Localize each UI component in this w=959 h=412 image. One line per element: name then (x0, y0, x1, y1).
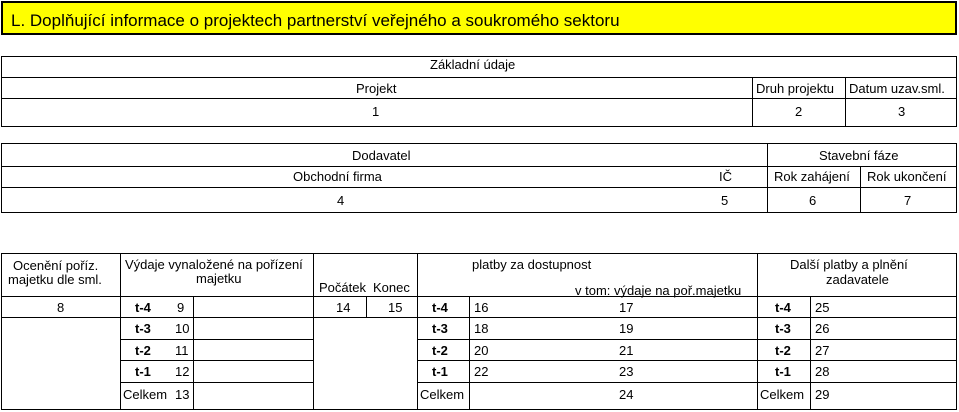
divider (418, 360, 956, 361)
col-number: 7 (904, 193, 912, 208)
divider (121, 317, 956, 318)
col-number: 14 (336, 300, 351, 315)
row-label: t-3 (432, 321, 448, 336)
divider (752, 77, 753, 126)
col-number: 5 (721, 193, 729, 208)
vydaje-label-line1: Výdaje vynaložené na pořízení (125, 257, 303, 272)
divider (2, 98, 956, 99)
dalsi-platby-line1: Další platby a plnění (790, 257, 908, 272)
row-number: 17 (619, 300, 634, 315)
ic-label: IČ (719, 169, 732, 184)
row-number: 24 (619, 387, 634, 402)
title-bar (1, 1, 957, 35)
row-label: t-3 (775, 321, 791, 336)
divider (417, 254, 418, 409)
row-number: 26 (815, 321, 830, 336)
row-number: 29 (815, 387, 830, 402)
divider (121, 382, 313, 383)
divider (2, 187, 956, 188)
row-number: 9 (177, 300, 185, 315)
row-number: 28 (815, 364, 830, 379)
divider (2, 77, 956, 78)
row-label: t-1 (432, 364, 448, 379)
divider (366, 296, 367, 317)
dalsi-platby-line2: zadavatele (826, 272, 889, 287)
divider (418, 339, 956, 340)
row-number: 27 (815, 343, 830, 358)
konec-label: Konec (373, 280, 410, 295)
col-number: 8 (57, 300, 65, 315)
row-number: 11 (175, 343, 189, 358)
platby-label: platby za dostupnost (472, 257, 592, 272)
v-tom-label: v tom: výdaje na poř.majetku (575, 283, 742, 298)
rok-ukonceni-label: Rok ukončení (867, 169, 947, 184)
row-label: t-4 (432, 300, 448, 315)
basic-info-header: Základní údaje (430, 57, 516, 72)
divider (193, 296, 194, 409)
col-number: 1 (372, 104, 380, 119)
row-label: t-3 (135, 321, 151, 336)
rok-zahajeni-label: Rok zahájení (774, 169, 850, 184)
obchodni-firma-label: Obchodní firma (293, 169, 382, 184)
divider (810, 296, 811, 409)
divider (845, 77, 846, 126)
row-label: t-2 (775, 343, 791, 358)
row-number: 22 (474, 364, 489, 379)
row-label: t-1 (775, 364, 791, 379)
row-label: Celkem (760, 387, 805, 402)
row-label: t-2 (135, 343, 151, 358)
divider (120, 254, 121, 409)
col-number: 6 (809, 193, 817, 208)
col-number: 15 (388, 300, 403, 315)
row-label: Celkem (123, 387, 168, 402)
projekt-label: Projekt (356, 81, 397, 96)
row-label: t-4 (135, 300, 151, 315)
row-number: 16 (474, 300, 489, 315)
divider (469, 296, 470, 409)
divider (757, 254, 758, 409)
oceneni-label-line1: Ocenění poříz. (13, 258, 99, 273)
row-number: 12 (175, 364, 190, 379)
divider (418, 382, 956, 383)
druh-projektu-label: Druh projektu (756, 81, 835, 96)
row-number: 25 (815, 300, 830, 315)
datum-label: Datum uzav.sml. (849, 81, 945, 96)
divider (860, 166, 861, 212)
row-number: 18 (474, 321, 489, 336)
page-title: L. Doplňující informace o projektech partnerství veřejného a soukromého sektoru (11, 11, 620, 30)
row-number: 23 (619, 364, 634, 379)
divider (2, 296, 956, 297)
col-number: 3 (898, 104, 906, 119)
divider (313, 254, 314, 409)
stavebni-faze-label: Stavební fáze (819, 148, 899, 163)
row-number: 10 (175, 321, 190, 336)
row-label: Celkem (420, 387, 465, 402)
dodavatel-label: Dodavatel (352, 148, 411, 163)
col-number: 4 (337, 193, 345, 208)
row-number: 20 (474, 343, 489, 358)
divider (2, 317, 120, 318)
row-label: t-1 (135, 364, 151, 379)
row-number: 13 (175, 387, 190, 402)
row-number: 21 (619, 343, 634, 358)
divider (2, 166, 956, 167)
pocatek-label: Počátek (319, 280, 366, 295)
row-label: t-2 (432, 343, 448, 358)
row-label: t-4 (775, 300, 791, 315)
divider (121, 360, 313, 361)
row-number: 19 (619, 321, 634, 336)
col-number: 2 (795, 104, 803, 119)
oceneni-label-line2: majetku dle sml. (8, 272, 102, 287)
divider (121, 339, 313, 340)
vydaje-label-line2: majetku (196, 271, 242, 286)
divider (767, 144, 768, 212)
